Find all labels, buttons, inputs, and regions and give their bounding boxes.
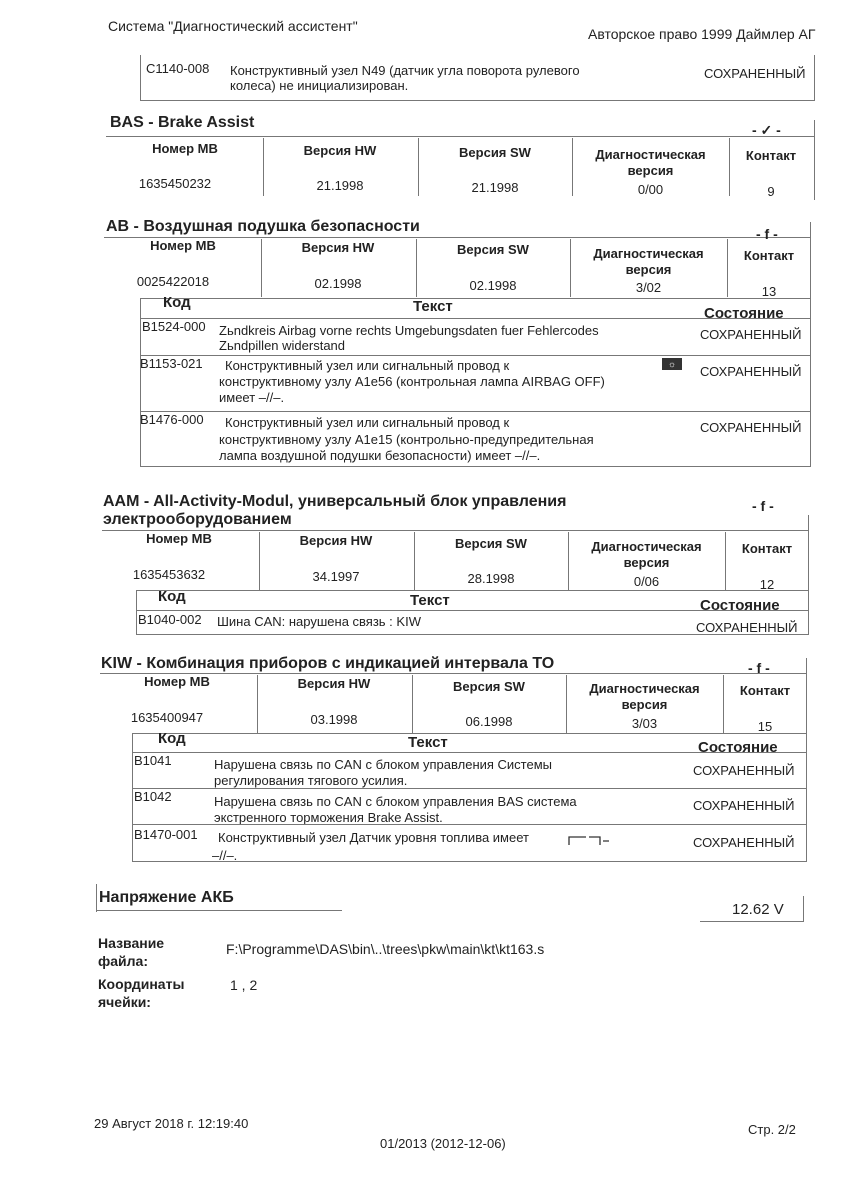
fault-text-line: Нарушена связь по CAN с блоком управления BAS система	[214, 794, 577, 809]
fault-text-line: конструктивному узлу A1e56 (контрольная лампа AIRBAG OFF)	[219, 374, 605, 389]
battery-label: Напряжение АКБ	[99, 889, 234, 906]
value-sw: 02.1998	[469, 278, 517, 293]
fault-text-line: лампа воздушной подушки безопасности) имеет –//–.	[219, 448, 541, 463]
fault-text-line: конструктивному узлу A1e15 (контрольно-предупредительная	[219, 432, 594, 447]
fault-text-line: колеса) не инициализирован.	[230, 78, 409, 93]
file-path: F:\Programme\DAS\bin\..\trees\pkw\main\kt\kt163.s	[226, 941, 545, 957]
fault-code: B1042	[134, 789, 172, 804]
cell-label-line2: ячейки:	[98, 994, 151, 1010]
fault-state: СОХРАНЕННЫЙ	[693, 763, 795, 778]
fault-code: C1140-008	[146, 61, 210, 76]
fault-text-line: регулирования тягового усилия.	[214, 773, 408, 788]
fault-text-line: Конструктивный узел или сигнальный провод к	[225, 358, 510, 373]
col-header-diag-l1: Диагностическая	[589, 681, 700, 696]
fault-text-line: Конструктивный узел Датчик уровня топлива имеет	[218, 830, 529, 845]
value-contact: 13	[761, 284, 777, 299]
section-title: BAS - Brake Assist	[110, 114, 255, 131]
value-mb: 0025422018	[136, 274, 210, 289]
value-hw: 02.1998	[314, 276, 362, 291]
col-header-hw: Версия HW	[303, 143, 377, 158]
col-header-mb: Номер MB	[150, 238, 216, 253]
fault-col-state: Состояние	[704, 305, 784, 322]
value-mb: 1635453632	[132, 567, 206, 582]
section-title-line2: электрооборудованием	[103, 511, 292, 528]
col-header-hw: Версия HW	[301, 240, 375, 255]
value-diag: 3/02	[635, 280, 662, 295]
fault-text-line: Zьndpillen widerstand	[219, 338, 346, 353]
value-sw: 28.1998	[467, 571, 515, 586]
status-mark: - f -	[756, 226, 778, 242]
col-header-mb: Номер MB	[144, 674, 210, 689]
file-label-line2: файла:	[98, 953, 148, 969]
col-header-diag-l1: Диагностическая	[595, 147, 706, 162]
col-header-hw: Версия HW	[299, 533, 373, 548]
value-contact: 12	[759, 577, 775, 592]
fault-col-state: Состояние	[698, 739, 778, 756]
fault-col-code: Код	[158, 588, 186, 605]
fault-text-line: Нарушена связь по CAN с блоком управления Системы	[214, 757, 552, 772]
copyright: Авторское право 1999 Даймлер АГ	[588, 26, 816, 42]
section-title-line1: AAM - All-Activity-Modul, универсальный блок управления	[103, 493, 567, 510]
value-hw: 34.1997	[312, 569, 360, 584]
fault-col-text: Текст	[408, 734, 448, 751]
fault-code: B1476-000	[140, 412, 204, 427]
fault-text-line: экстренного торможения Brake Assist.	[214, 810, 443, 825]
lamp-icon: ☼	[662, 358, 682, 370]
fault-state: СОХРАНЕННЫЙ	[696, 620, 798, 635]
value-contact: 15	[757, 719, 773, 734]
value-hw: 03.1998	[310, 712, 358, 727]
col-header-diag-l2: версия	[621, 697, 668, 712]
fault-state: СОХРАНЕННЫЙ	[693, 798, 795, 813]
fault-text-line: –//–.	[212, 848, 238, 863]
col-header-contact: Контакт	[739, 683, 791, 698]
value-sw: 21.1998	[471, 180, 519, 195]
section-title: KIW - Комбинация приборов с индикацией интервала ТО	[101, 655, 555, 672]
col-header-contact: Контакт	[741, 541, 793, 556]
col-header-diag	[574, 147, 727, 179]
col-header-diag	[572, 246, 725, 278]
battery-value: 12.62 V	[732, 901, 784, 918]
fault-col-state: Состояние	[700, 597, 780, 614]
fault-col-text: Текст	[410, 592, 450, 609]
col-header-diag-l2: версия	[623, 555, 670, 570]
fault-code: B1041	[134, 753, 172, 768]
symbol-icon	[568, 833, 610, 847]
col-header-diag-l2: версия	[627, 163, 674, 178]
value-mb: 1635450232	[138, 176, 212, 191]
fault-text-line: Конструктивный узел или сигнальный провод к	[225, 415, 510, 430]
fault-state: СОХРАНЕННЫЙ	[693, 835, 795, 850]
section-title: AB - Воздушная подушка безопасности	[106, 218, 420, 235]
col-header-contact: Контакт	[743, 248, 795, 263]
status-mark: - f -	[752, 498, 774, 514]
col-header-contact: Контакт	[745, 148, 797, 163]
cell-label-line1: Координаты	[98, 976, 185, 992]
col-header-sw: Версия SW	[453, 679, 525, 694]
fault-code: B1153-021	[140, 356, 203, 371]
value-diag: 3/03	[631, 716, 658, 731]
col-header-hw: Версия HW	[297, 676, 371, 691]
fault-state: СОХРАНЕННЫЙ	[700, 420, 802, 435]
footer-page: Стр. 2/2	[748, 1122, 796, 1137]
fault-text-line: Шина CAN: нарушена связь : KIW	[217, 614, 421, 629]
fault-col-code: Код	[158, 730, 186, 747]
fault-state: СОХРАНЕННЫЙ	[700, 364, 802, 379]
fault-col-text: Текст	[413, 298, 453, 315]
fault-code: B1470-001	[134, 827, 198, 842]
value-diag: 0/06	[633, 574, 660, 589]
system-title: Система "Диагностический ассистент"	[108, 18, 358, 34]
col-header-diag	[570, 539, 723, 571]
col-header-diag	[568, 681, 721, 713]
cell-value: 1 , 2	[230, 977, 258, 993]
fault-code: B1524-000	[142, 319, 206, 334]
fault-code: B1040-002	[138, 612, 202, 627]
col-header-diag-l2: версия	[625, 262, 672, 277]
fault-state: СОХРАНЕННЫЙ	[700, 327, 802, 342]
file-label-line1: Название	[98, 935, 165, 951]
status-mark: - ✓ -	[752, 122, 781, 138]
col-header-mb: Номер MB	[146, 531, 212, 546]
col-header-sw: Версия SW	[457, 242, 529, 257]
value-contact: 9	[767, 184, 775, 199]
col-header-sw: Версия SW	[455, 536, 527, 551]
col-header-mb: Номер MB	[152, 141, 218, 156]
col-header-diag-l1: Диагностическая	[593, 246, 704, 261]
col-header-diag-l1: Диагностическая	[591, 539, 702, 554]
fault-text-line: Zьndkreis Airbag vorne rechts Umgebungsdaten fuer Fehlercodes	[219, 323, 599, 338]
fault-state: СОХРАНЕННЫЙ	[704, 66, 806, 81]
footer-datetime: 29 Август 2018 г. 12:19:40	[94, 1116, 249, 1131]
status-mark: - f -	[748, 660, 770, 676]
fault-text-line: Конструктивный узел N49 (датчик угла поворота рулевого	[230, 63, 580, 78]
value-sw: 06.1998	[465, 714, 513, 729]
value-mb: 1635400947	[130, 710, 204, 725]
footer-version: 01/2013 (2012-12-06)	[380, 1136, 506, 1151]
fault-text-line: имеет –//–.	[219, 390, 285, 405]
fault-col-code: Код	[163, 294, 191, 311]
col-header-sw: Версия SW	[459, 145, 531, 160]
value-hw: 21.1998	[316, 178, 364, 193]
value-diag: 0/00	[637, 182, 664, 197]
